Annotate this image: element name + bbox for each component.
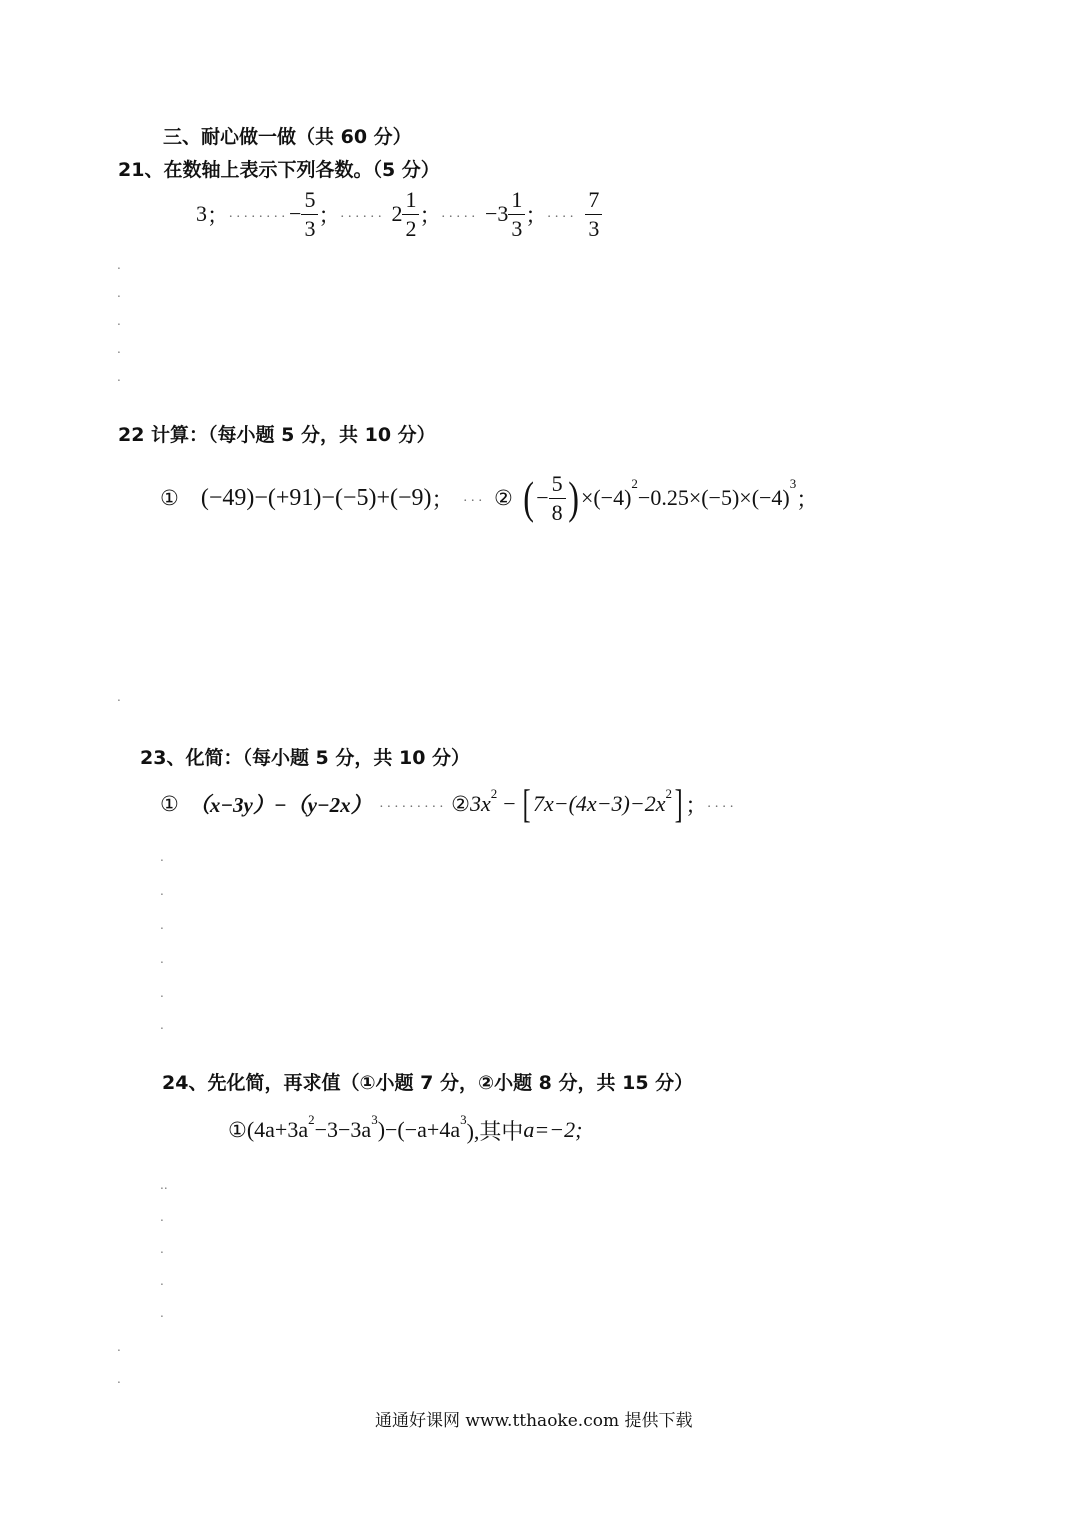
left-paren: ( xyxy=(523,472,534,523)
q23-expr-2-inner: 7x−(4x−3)−2x xyxy=(533,791,666,816)
frac-den: 3 xyxy=(511,215,523,241)
q21-sep-3: ； xyxy=(419,202,442,228)
q23-marker-1: ① xyxy=(160,792,179,816)
q21-fraction-4 xyxy=(508,186,525,241)
q22-frac-sign: − xyxy=(536,485,549,510)
q21-sep-2: ； xyxy=(318,202,341,228)
dot-leader: ... xyxy=(463,490,487,505)
right-bracket: ] xyxy=(674,781,683,826)
frac-num: 5 xyxy=(549,473,566,499)
q22-fraction xyxy=(549,470,566,525)
q21-number-4-whole: −3 xyxy=(484,201,509,226)
q22-title: 22 计算：（每小题 5 分，共 10 分） xyxy=(118,424,436,446)
q23-marker-2: ② xyxy=(451,792,470,816)
margin-tick: . xyxy=(160,986,164,1000)
q24-exp-b: 3 xyxy=(371,1112,378,1127)
q23-expr-1: （x−3y）−（y−2x） xyxy=(188,793,372,817)
q22-expr-2b: −0.25×(−5)×(−4) xyxy=(637,485,790,510)
q21-numbers xyxy=(196,186,602,242)
margin-tick: . xyxy=(160,918,164,932)
dot-leader: ......... xyxy=(379,796,448,811)
q22-exp-a: 2 xyxy=(631,476,638,491)
dot-leader: .... xyxy=(547,206,578,221)
q23-exp-lead: 2 xyxy=(490,786,498,801)
frac-num: 5 xyxy=(301,189,318,215)
q21-title: 21、在数轴上表示下列各数。（5 分） xyxy=(118,159,440,181)
margin-tick: . xyxy=(160,952,164,966)
margin-tick: . xyxy=(160,1210,164,1224)
frac-num: 7 xyxy=(585,189,602,215)
left-bracket: [ xyxy=(522,781,531,826)
q23-expr-2-lead: 3x xyxy=(469,791,491,816)
q23-problems xyxy=(160,780,737,828)
q24-problem xyxy=(228,1112,582,1148)
margin-tick: . xyxy=(117,314,121,328)
q21-fraction-5 xyxy=(585,186,602,241)
q24-expr-e: a=−2; xyxy=(523,1117,583,1142)
margin-tick: . xyxy=(117,342,121,356)
q21-number-2-sign: − xyxy=(289,201,302,226)
right-paren: ) xyxy=(567,472,579,523)
frac-den: 3 xyxy=(304,215,316,241)
q24-exp-a: 2 xyxy=(308,1112,315,1127)
q22-end-2: ； xyxy=(796,486,819,512)
margin-tick: . xyxy=(160,1018,164,1032)
q23-exp-inner: 2 xyxy=(665,786,672,801)
q24-title: 24、先化简，再求值（①小题 7 分，②小题 8 分，共 15 分） xyxy=(162,1072,694,1094)
margin-tick: . xyxy=(160,1242,164,1256)
frac-num: 1 xyxy=(508,189,525,215)
q24-expr-b: −3−3a xyxy=(314,1117,372,1142)
q22-exp-b: 3 xyxy=(789,476,797,491)
q22-end-1: ； xyxy=(431,486,454,512)
margin-tick: .. xyxy=(160,1178,168,1192)
margin-tick: . xyxy=(117,1372,121,1386)
q21-number-1: 3 xyxy=(196,201,207,226)
q23-minus: − xyxy=(503,791,516,816)
q22-marker-2: ② xyxy=(494,486,513,510)
section-title: 三、耐心做一做（共 60 分） xyxy=(163,126,412,148)
margin-tick: . xyxy=(117,1340,121,1354)
q23-title: 23、化简：（每小题 5 分，共 10 分） xyxy=(140,747,471,769)
margin-tick: . xyxy=(160,884,164,898)
q24-expr-a: (4a+3a xyxy=(246,1117,309,1142)
frac-den: 2 xyxy=(405,215,417,241)
q21-fraction-3 xyxy=(402,186,419,241)
q21-sep-4: ； xyxy=(525,202,548,228)
dot-leader: .... xyxy=(707,796,738,811)
frac-num: 1 xyxy=(402,189,419,215)
margin-tick: . xyxy=(160,1274,164,1288)
q22-problems xyxy=(160,466,818,530)
footer-text: 通通好课网 www.tthaoke.com 提供下载 xyxy=(375,1411,693,1431)
q24-expr-d: ),其中 xyxy=(466,1118,524,1144)
q22-expr-1: (−49)−(+91)−(−5)+(−9) xyxy=(200,484,432,511)
frac-den: 8 xyxy=(551,499,563,525)
frac-den: 3 xyxy=(588,215,600,241)
margin-tick: . xyxy=(117,258,121,272)
q22-marker-1: ① xyxy=(160,486,179,510)
dot-leader: ........ xyxy=(229,206,290,221)
q22-expr-2a: ×(−4) xyxy=(580,485,632,510)
q24-exp-c: 3 xyxy=(460,1112,467,1127)
q23-end: ； xyxy=(685,792,708,818)
margin-tick: . xyxy=(160,1306,164,1320)
q24-marker-1: ① xyxy=(228,1118,247,1142)
margin-tick: . xyxy=(160,850,164,864)
q21-number-3-whole: 2 xyxy=(391,201,403,226)
q21-fraction-2 xyxy=(301,186,318,241)
margin-tick: . xyxy=(117,690,121,704)
dot-leader: ...... xyxy=(340,206,386,221)
margin-tick: . xyxy=(117,370,121,384)
q21-sep-1: ； xyxy=(207,202,230,228)
q24-expr-c: )−(−a+4a xyxy=(377,1117,461,1142)
margin-tick: . xyxy=(117,286,121,300)
dot-leader: ..... xyxy=(441,206,479,221)
